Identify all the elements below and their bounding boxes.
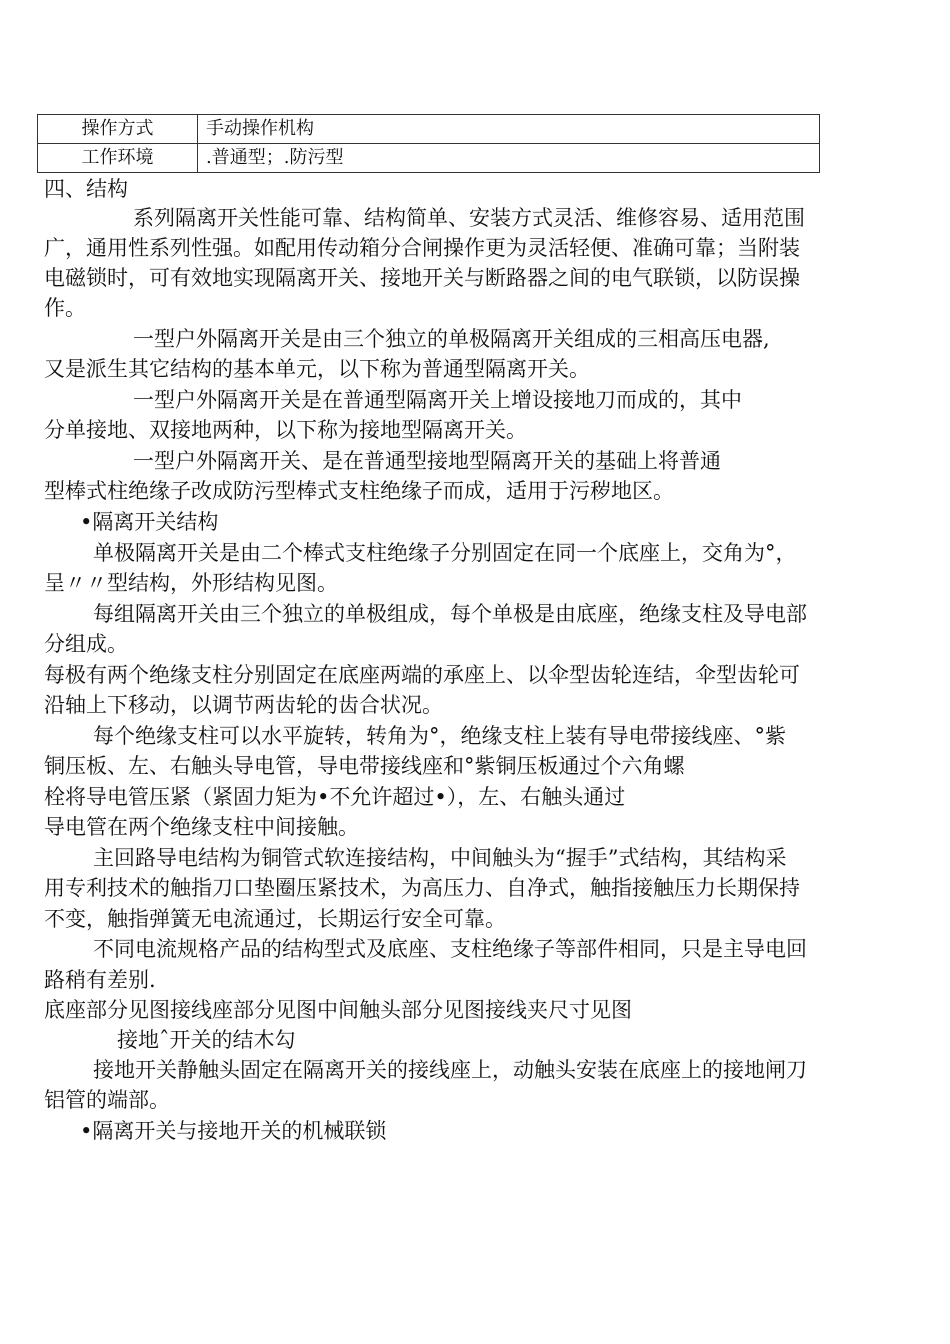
paragraph-line: 系列隔离开关性能可靠、结构简单、安装方式灵活、维修容易、适用范围 [133, 206, 805, 230]
table-key: 操作方式 [38, 115, 198, 144]
subsection-heading: 接地ˆ开关的结木勾 [117, 1028, 296, 1052]
subsection-heading: •隔离开关与接地开关的机械联锁 [80, 1119, 387, 1143]
paragraph-line: 铝管的端部。 [44, 1088, 170, 1112]
table-row [38, 115, 820, 144]
paragraph-line: 每极有两个绝缘支柱分别固定在底座两端的承座上、以伞型齿轮连结，伞型齿轮可 [44, 663, 800, 687]
paragraph-line: 广，通用性系列性强。如配用传动箱分合闸操作更为灵活轻便、准确可靠；当附装 [44, 236, 800, 260]
paragraph-line: 一型户外隔离开关是在普通型隔离开关上增设接地刀而成的，其中 [133, 388, 742, 412]
paragraph-line: 接地开关静触头固定在隔离开关的接线座上，动触头安装在底座上的接地闸刀 [93, 1058, 807, 1082]
paragraph-line: 路稍有差别. [44, 968, 156, 992]
paragraph-line: 又是派生其它结构的基本单元，以下称为普通型隔离开关。 [44, 357, 590, 381]
table-row [38, 144, 820, 173]
paragraph-line: 主回路导电结构为铜管式软连接结构，中间触头为“握手”式结构，其结构采 [93, 846, 787, 870]
paragraph-line: 栓将导电管压紧（紧固力矩为•不允许超过•），左、右触头通过 [44, 785, 626, 809]
paragraph-line: 单极隔离开关是由二个棒式支柱绝缘子分别固定在同一个底座上，交角为°， [93, 541, 797, 565]
paragraph-line: 每个绝缘支柱可以水平旋转，转角为°，绝缘支柱上装有导电带接线座、°紫 [93, 724, 786, 748]
paragraph-line: 分单接地、双接地两种，以下称为接地型隔离开关。 [44, 418, 527, 442]
paragraph-line: 电磁锁时，可有效地实现隔离开关、接地开关与断路器之间的电气联锁，以防误操 [44, 266, 800, 290]
subsection-heading: •隔离开关结构 [80, 510, 219, 534]
table-value: 手动操作机构 [198, 115, 820, 144]
paragraph-line: 作。 [44, 296, 86, 320]
table-value: .普通型；.防污型 [198, 144, 820, 173]
table-key: 工作环境 [38, 144, 198, 173]
paragraph-line: 呈〃〃型结构，外形结构见图。 [44, 571, 338, 595]
paragraph-line: 底座部分见图接线座部分见图中间触头部分见图接线夹尺寸见图 [44, 998, 632, 1022]
paragraph-line: 铜压板、左、右触头导电管，导电带接线座和°紫铜压板通过个六角螺 [44, 754, 685, 778]
paragraph-line: 一型户外隔离开关、是在普通型接地型隔离开关的基础上将普通 [133, 449, 721, 473]
spec-table [37, 114, 820, 173]
paragraph-line: 不变，触指弹簧无电流通过，长期运行安全可靠。 [44, 907, 506, 931]
paragraph-line: 分组成。 [44, 632, 128, 656]
paragraph-line: 不同电流规格产品的结构型式及底座、支柱绝缘子等部件相同，只是主导电回 [93, 937, 807, 961]
paragraph-line: 型棒式柱绝缘子改成防污型棒式支柱绝缘子而成，适用于污秽地区。 [44, 479, 674, 503]
paragraph-line: 沿轴上下移动，以调节两齿轮的齿合状况。 [44, 693, 443, 717]
paragraph-line: 每组隔离开关由三个独立的单极组成，每个单极是由底座，绝缘支柱及导电部 [93, 602, 807, 626]
paragraph-line: 一型户外隔离开关是由三个独立的单极隔离开关组成的三相高压电器, [133, 327, 770, 351]
paragraph-line: 用专利技术的触指刀口垫圈压紧技术，为高压力、自净式，触指接触压力长期保持 [44, 876, 800, 900]
section-heading: 四、结构 [44, 177, 128, 201]
paragraph-line: 导电管在两个绝缘支柱中间接触。 [44, 815, 359, 839]
